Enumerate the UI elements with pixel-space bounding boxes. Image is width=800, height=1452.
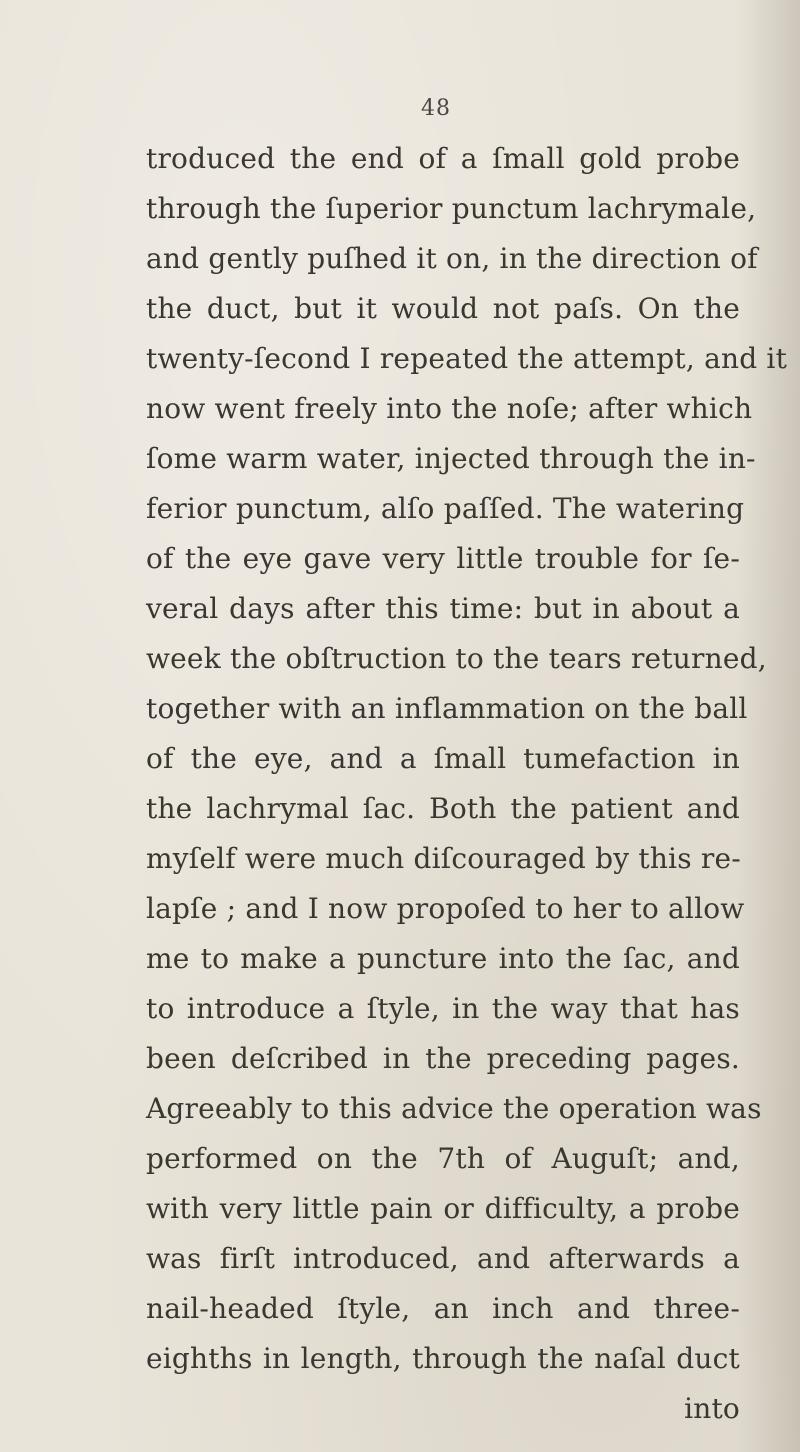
text-line: of the eye gave very little trouble for ſe- [146,542,740,575]
text-line: me to make a puncture into the ſac, and [146,942,740,975]
text-line: eighths in length, through the naſal duct [146,1342,740,1375]
text-line: veral days after this time: but in about a [146,592,740,625]
text-line: through the ſuperior punctum lachrymale, [146,192,757,225]
text-line: now went freely into the noſe; after which [146,392,753,425]
text-line: Agreeably to this advice the operation was [146,1092,762,1125]
body-text [146,134,788,1434]
text-line: and gently puſhed it on, in the direction of [146,242,758,275]
text-line: performed on the 7th of Auguſt; and, [146,1142,740,1175]
text-line: to introduce a ſtyle, in the way that has [146,992,740,1025]
text-line: ſome warm water, injected through the in- [146,442,756,475]
text-line: together with an inflammation on the ball [146,692,748,725]
text-line: week the obſtruction to the tears returned, [146,642,767,675]
text-line: with very little pain or difficulty, a probe [146,1192,740,1225]
page-number: 48 [421,96,451,121]
text-line: ferior punctum, alſo paſſed. The watering [146,492,745,525]
text-line: the duct, but it would not paſs. On the [146,292,740,325]
text-line: of the eye, and a ſmall tumefaction in [146,742,740,775]
text-line: been deſcribed in the preceding pages. [146,1042,740,1075]
text-line: twenty-ſecond I repeated the attempt, and it [146,342,788,375]
text-line: the lachrymal ſac. Both the patient and [146,792,740,825]
catchword: into [684,1392,740,1425]
text-line: was firſt introduced, and afterwards a [146,1242,740,1275]
text-line: troduced the end of a ſmall gold probe [146,142,740,175]
text-line: myſelf were much diſcouraged by this re- [146,842,741,875]
text-line: nail-headed ſtyle, an inch and three- [146,1292,740,1325]
text-line: lapſe ; and I now propoſed to her to allow [146,892,745,925]
